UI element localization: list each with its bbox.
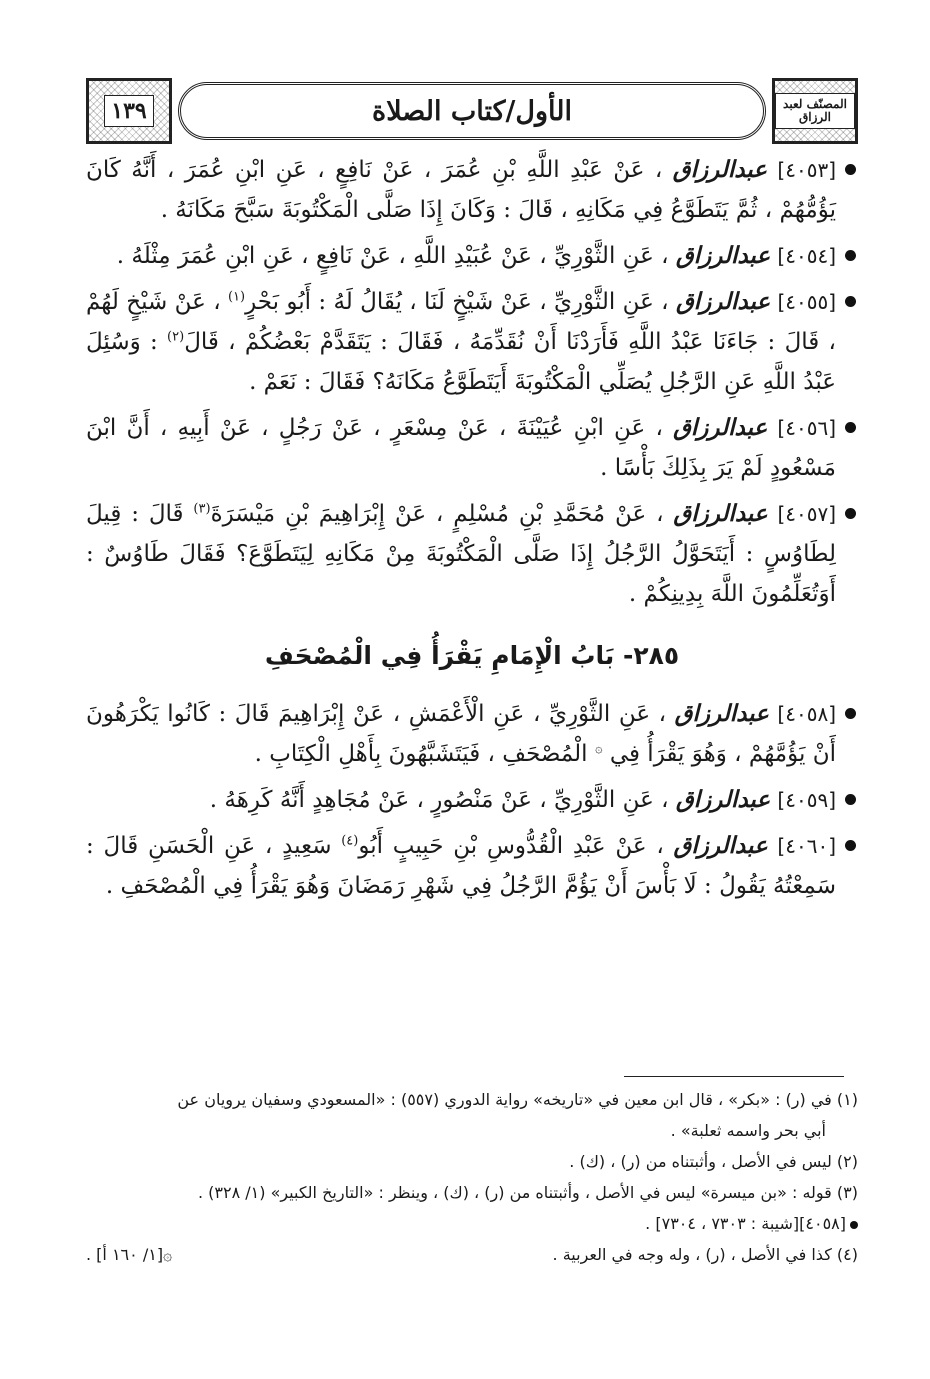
header-title: الأول/كتاب الصلاة	[372, 95, 572, 127]
hadith-text: ، عَنْ عَبْدِ اللَّهِ بْنِ عُمَرَ ، عَنْ نَافِعٍ ، عَنِ ابْنِ عُمَرَ ، أَنَّهُ كَانَ يَؤُمُّهُمْ ، ثُمَّ يَتَطَوَّعُ فِي مَكَانِهِ ، قَالَ : وَكَانَ إِذَا صَلَّى الْمَكْتُوبَةَ سَبَّحَ مَكَانَهُ .	[86, 157, 836, 223]
page-number: ١٣٩	[104, 95, 153, 127]
header-logo: المصنّف لعبد الرزاق	[775, 93, 855, 129]
narrator-name: عبدالرزاق	[675, 288, 771, 315]
hadith-text: قَالَ : قِيلَ لِطَاوُسٍ : أَيَتَحَوَّلُ الرَّجُلُ إِذَا صَلَّى الْمَكْتُوبَةَ مِنْ مَكَانِهِ لِيَتَطَوَّعَ؟ فَقَالَ طَاوُسٌ : أَوَتُعَلِّمُونَ اللَّهَ بِدِينِكُمْ .	[86, 501, 836, 607]
hadith-number: [٤٠٦٠]	[777, 834, 837, 858]
header-logo-box	[772, 78, 858, 144]
footnote-divider	[624, 1076, 844, 1077]
footnote-ref[interactable]: (١)	[227, 289, 246, 305]
footnote-last-line	[86, 1239, 858, 1270]
hadith-number: [٤٠٥٤]	[777, 244, 836, 268]
page-number-box	[86, 78, 172, 144]
footnote-3: (٣) قوله : «بن ميسرة» ليس في الأصل ، وأثبتناه من (ر) ، (ك) ، وينظر : «التاريخ الكبير» (١/ ٣٢٨) .	[197, 1183, 858, 1202]
page-header	[86, 78, 858, 144]
hadith-entry	[86, 236, 858, 276]
narrator-name: عبدالرزاق	[674, 700, 769, 727]
hadith-number: [٤٠٥٩]	[777, 788, 836, 812]
footnotes	[86, 1084, 858, 1270]
hadith-number: [٤٠٥٦]	[777, 416, 837, 440]
hadith-text: ، عَنِ الثَّوْرِيِّ ، عَنْ شَيْخٍ لَنَا ، يُقَالُ لَهُ : أَبُو بَحْرٍ	[245, 289, 669, 315]
chapter-heading: ٢٨٥- بَابُ الْإِمَامِ يَقْرَأُ فِي الْمُصْحَفِ	[264, 641, 680, 670]
hadith-entry	[86, 150, 858, 230]
hadith-text: ، عَنِ الثَّوْرِيِّ ، عَنِ الْأَعْمَشِ ، عَنْ إِبْرَاهِيمَ قَالَ : كَانُوا يَكْرَهُونَ أَنْ يَؤُمَّهُمْ ، وَهُوَ يَقْرَأُ فِي	[86, 701, 836, 767]
header-title-frame	[178, 82, 766, 140]
manuscript-page-mark: ۞[١/ ١٦٠ أ] .	[86, 1245, 173, 1264]
footnote-ref[interactable]: (٤)	[341, 833, 359, 849]
footnote-1: (١) في (ر) : «بكر» ، قال ابن معين في «تاريخه» رواية الدوري (٥٥٧) : «المسعودي وسفيان يرويان عن	[177, 1090, 858, 1109]
bullet-icon	[845, 164, 856, 175]
page-break-mark: ۞	[594, 741, 603, 757]
bullet-icon	[845, 296, 856, 307]
footnote-4: (٤) كذا في الأصل ، (ر) ، وله وجه في العربية .	[552, 1245, 858, 1264]
narrator-name: عبدالرزاق	[673, 500, 768, 527]
hadith-number: [٤٠٥٥]	[777, 290, 837, 314]
bullet-icon	[845, 250, 856, 261]
hadith-text: ، عَنِ الثَّوْرِيِّ ، عَنْ مَنْصُورٍ ، عَنْ مُجَاهِدٍ أَنَّهُ كَرِهَهُ .	[209, 787, 669, 813]
hadith-entry	[86, 282, 858, 402]
bullet-icon	[845, 422, 856, 433]
hadith-text: : وَسُئِلَ عَبْدُ اللَّهِ عَنِ الرَّجُلِ يُصَلِّي الْمَكْتُوبَةَ أَيَتَطَوَّعُ مَكَانَهُ؟ فَقَالَ : نَعَمْ .	[86, 329, 836, 395]
narrator-name: عبدالرزاق	[672, 156, 767, 183]
hadith-number: [٤٠٥٨]	[777, 702, 836, 726]
narrator-name: عبدالرزاق	[675, 786, 771, 813]
hadith-number: [٤٠٥٣]	[777, 158, 837, 182]
narrator-name: عبدالرزاق	[673, 832, 768, 859]
hadith-entry	[86, 494, 858, 614]
hadith-entry	[86, 408, 858, 488]
bullet-icon	[845, 508, 856, 519]
cross-reference-text: [٤٠٥٨][شيبة : ٧٣٠٣ ، ٧٣٠٤] .	[645, 1214, 846, 1233]
bullet-icon	[850, 1221, 858, 1229]
footnote-1-cont: أبي بحر واسمه ثعلبة» .	[670, 1121, 826, 1140]
narrator-name: عبدالرزاق	[675, 242, 771, 269]
hadith-text: ، عَنِ الثَّوْرِيِّ ، عَنْ عُبَيْدِ اللَّهِ ، عَنْ نَافِعٍ ، عَنِ ابْنِ عُمَرَ مِثْلَهُ .	[116, 243, 669, 269]
hadith-text: الْمُصْحَفِ ، فَيَتَشَبَّهُونَ بِأَهْلِ الْكِتَابِ .	[254, 741, 588, 767]
hadith-text: ، عَنْ عَبْدِ الْقُدُّوسِ بْنِ حَبِيبٍ أَبُو	[358, 833, 664, 859]
hadith-text: ، عَنْ شَيْخٍ لَهُمْ ، قَالَ : جَاءَنَا عَبْدُ اللَّهِ فَأَرَدْنَا أَنْ نُقَدِّمَهُ ، فَقَالَ : يَتَقَدَّمْ بَعْضُكُمْ ، قَالَ	[86, 289, 836, 355]
hadith-entry	[86, 694, 858, 774]
page-body	[86, 150, 858, 912]
footnote-2: (٢) ليس في الأصل ، وأثبتناه من (ر) ، (ك) .	[569, 1152, 858, 1171]
hadith-text: سَعِيدٍ ، عَنِ الْحَسَنِ قَالَ : سَمِعْتُهُ يَقُولُ : لَا بَأْسَ أَنْ يَؤُمَّ الرَّجُلُ فِي شَهْرِ رَمَضَانَ وَهُوَ يَقْرَأُ فِي الْمُصْحَفِ .	[86, 833, 836, 899]
hadith-number: [٤٠٥٧]	[777, 502, 837, 526]
hadith-entry	[86, 826, 858, 906]
hadith-text: ، عَنْ مُحَمَّدِ بْنِ مُسْلِمٍ ، عَنْ إِبْرَاهِيمَ بْنِ مَيْسَرَةَ	[210, 501, 664, 527]
footnote-ref[interactable]: (٢)	[167, 329, 185, 345]
bullet-icon	[845, 794, 856, 805]
narrator-name: عبدالرزاق	[673, 414, 768, 441]
hadith-entry	[86, 780, 858, 820]
bullet-icon	[845, 708, 856, 719]
bullet-icon	[845, 840, 856, 851]
footnote-ref[interactable]: (٣)	[193, 501, 211, 517]
cross-reference	[86, 1208, 858, 1239]
hadith-text: ، عَنِ ابْنِ عُيَيْنَةَ ، عَنْ مِسْعَرٍ ، عَنْ رَجُلٍ ، عَنْ أَبِيهِ ، أَنَّ ابْنَ مَسْعُودٍ لَمْ يَرَ بِذَلِكَ بَأْسًا .	[86, 415, 836, 481]
